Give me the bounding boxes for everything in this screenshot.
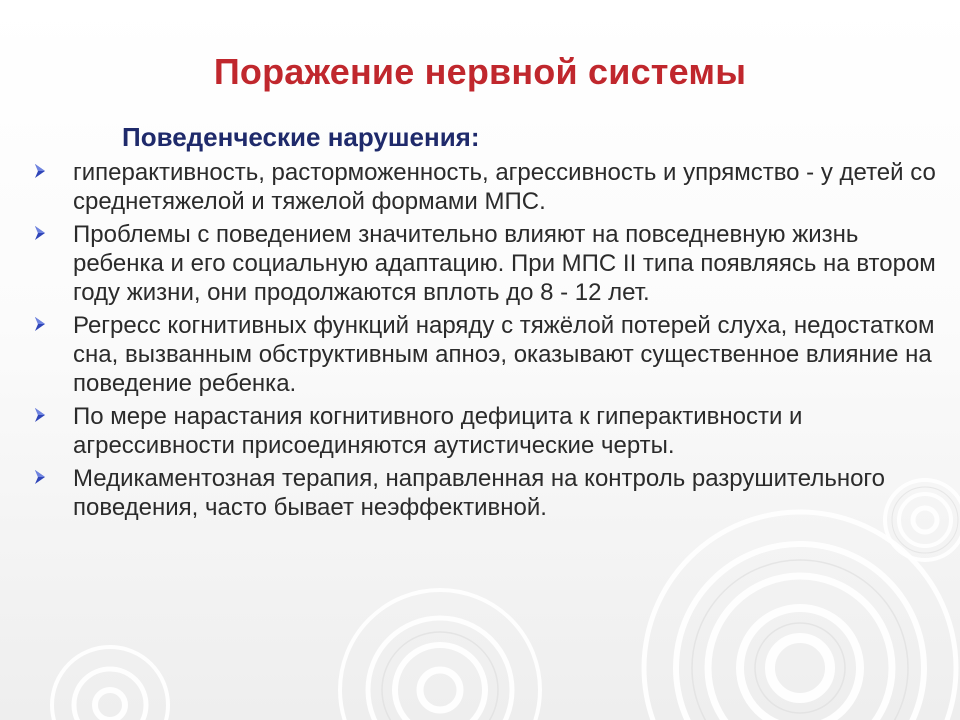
chevron-right-icon <box>32 224 50 242</box>
chevron-right-icon <box>32 315 50 333</box>
ripple-large-right <box>644 512 956 720</box>
ripple-medium-center <box>340 590 540 720</box>
bullet-item <box>32 220 952 307</box>
chevron-right-icon <box>32 406 50 424</box>
bullet-item <box>32 402 952 460</box>
bullet-text: По мере нарастания когнитивного дефицита к гиперактивности и агрессивности присоединяются аутистические черты. <box>73 403 803 459</box>
chevron-right-icon <box>32 162 50 180</box>
slide-title: Поражение нервной системы <box>213 51 747 92</box>
bullet-list <box>32 158 952 526</box>
bullet-item <box>32 311 952 398</box>
bullet-text: Проблемы с поведением значительно влияют на повседневную жизнь ребенка и его социальную адаптацию. При МПС II типа появляясь на втором году жизни, они продолжаются вплоть до 8 - 12 лет. <box>73 221 936 306</box>
chevron-right-icon <box>32 468 50 486</box>
ripple-left <box>52 647 168 720</box>
bullet-text: Регресс когнитивных функций наряду с тяжёлой потерей слуха, недостатком сна, вызванным обструктивным апноэ, оказывают существенное влияние на поведение ребенка. <box>73 312 935 397</box>
bullet-text: гиперактивность, расторможенность, агрессивность и упрямство - у детей со среднетяжелой и тяжелой формами МПС. <box>73 159 936 215</box>
bullet-text: Медикаментозная терапия, направленная на контроль разрушительного поведения, часто бывает неэффективной. <box>73 465 886 521</box>
slide-subtitle: Поведенческие нарушения: <box>122 122 480 152</box>
bullet-item <box>32 464 952 522</box>
bullet-item <box>32 158 952 216</box>
